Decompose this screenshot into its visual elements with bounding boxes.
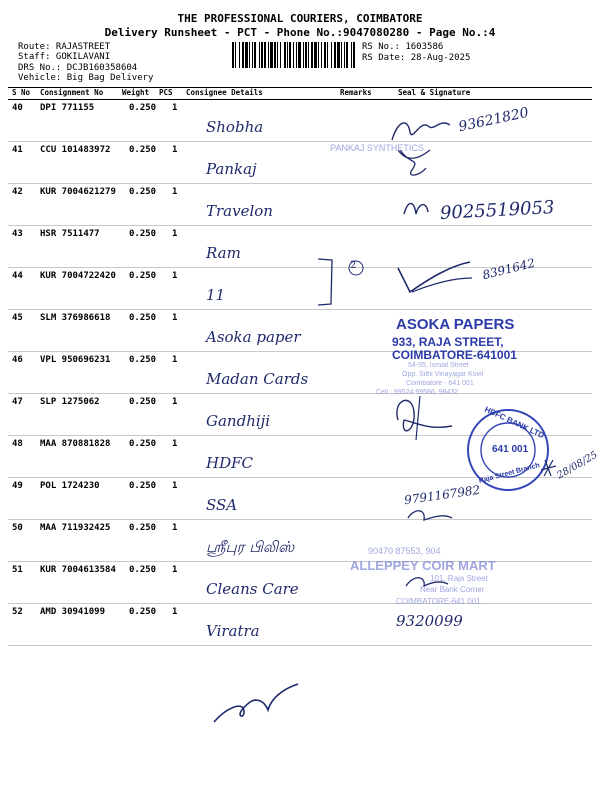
cell-pcs: 1 (172, 103, 178, 113)
asoka-stamp-line1: 933, RAJA STREET, (392, 335, 504, 349)
cell-consignment: MAA 870881828 (40, 439, 111, 449)
cell-pcs: 1 (172, 145, 178, 155)
cell-sno: 44 (12, 271, 23, 281)
asoka-stamp-name: ASOKA PAPERS (396, 316, 515, 333)
note-row44: 8391642 (481, 255, 537, 283)
note-row42: 9025519053 (439, 197, 556, 224)
cell-consignee: SSA (206, 496, 238, 514)
cell-weight: 0.250 (129, 355, 157, 365)
rs-number: RS No.: 1603586 (362, 42, 444, 52)
cell-sno: 42 (12, 187, 23, 197)
rs-date: RS Date: 28-Aug-2025 (362, 53, 471, 63)
cell-pcs: 1 (172, 439, 178, 449)
cell-pcs: 1 (172, 397, 178, 407)
cell-weight: 0.250 (129, 397, 157, 407)
cell-pcs: 1 (172, 187, 178, 197)
coir-stamp-small1: 101, Raja Street (430, 574, 488, 583)
cell-consignment: SLP 1275062 (40, 397, 100, 407)
page-title: THE PROFESSIONAL COURIERS, COIMBATORE (177, 12, 423, 25)
col-pcs: PCS (159, 88, 173, 97)
coir-stamp-name: ALLEPPEY COIR MART (350, 558, 496, 573)
col-consignment: Consignment No (40, 88, 104, 97)
cell-weight: 0.250 (129, 439, 157, 449)
cell-sno: 46 (12, 355, 23, 365)
cell-consignee: Cleans Care (206, 580, 299, 598)
page-subtitle: Delivery Runsheet - PCT - Phone No.:9047080280 - Page No.:4 (104, 26, 496, 39)
cell-pcs: 1 (172, 271, 178, 281)
cell-weight: 0.250 (129, 523, 157, 533)
cell-consignee: Madan Cards (206, 370, 309, 388)
asoka-stamp-small2: Opp. Sithi Vinayagar Kovil (402, 371, 484, 378)
cell-sno: 49 (12, 481, 23, 491)
cell-consignment: VPL 950696231 (40, 355, 111, 365)
cell-consignment: KUR 7004621279 (40, 187, 116, 197)
cell-consignee: HDFC (206, 454, 253, 472)
cell-consignment: AMD 30941099 (40, 607, 106, 617)
hdfc-stamp-ring: HDFC BANK LTD (483, 404, 546, 441)
cell-pcs: 1 (172, 229, 178, 239)
asoka-stamp-line2: COIMBATORE-641001 (392, 348, 517, 362)
vehicle-label: Vehicle: Big Bag Delivery (18, 73, 154, 83)
col-remarks: Remarks (340, 88, 372, 97)
cell-consignee: Viratra (206, 622, 260, 640)
cell-consignee: 11 (206, 286, 226, 304)
cell-pcs: 1 (172, 355, 178, 365)
cell-pcs: 1 (172, 523, 178, 533)
cell-consignee: Pankaj (206, 160, 257, 178)
cell-consignment: POL 1724230 (40, 481, 100, 491)
cell-pcs: 1 (172, 313, 178, 323)
cell-consignee: Gandhiji (206, 412, 271, 430)
asoka-stamp-small4: Cell : 99524 99586, 98432 (376, 389, 459, 396)
cell-consignment: DPI 771155 (40, 103, 95, 113)
cell-sno: 52 (12, 607, 23, 617)
cell-weight: 0.250 (129, 481, 157, 491)
note-row49: 9791167982 (403, 482, 481, 508)
cell-sno: 43 (12, 229, 23, 239)
asoka-stamp-small3: Coimbatore - 641 001 (406, 380, 474, 387)
pankaj-stamp: PANKAJ SYNTHETICS (330, 143, 424, 153)
cell-sno: 47 (12, 397, 23, 407)
note-row40: 93621820 (457, 104, 531, 136)
cell-pcs: 1 (172, 607, 178, 617)
cell-consignment: KUR 7004613584 (40, 565, 116, 575)
cell-sno: 51 (12, 565, 23, 575)
col-seal: Seal & Signature (398, 88, 471, 97)
cell-consignee: Travelon (206, 202, 273, 220)
cell-weight: 0.250 (129, 187, 157, 197)
cell-weight: 0.250 (129, 565, 157, 575)
hdfc-stamp-bottom: Raja Street Branch (478, 462, 541, 485)
cell-weight: 0.250 (129, 607, 157, 617)
hdfc-stamp-center: 641 001 (492, 444, 529, 455)
cell-consignment: CCU 101483972 (40, 145, 111, 155)
cell-sno: 48 (12, 439, 23, 449)
cell-consignee: ஸ்ரீபுர பிலிஸ் (206, 538, 295, 556)
cell-weight: 0.250 (129, 229, 157, 239)
note-date: 28/08/25 (555, 449, 600, 482)
cell-sno: 45 (12, 313, 23, 323)
col-sno: S No (12, 88, 31, 97)
cell-consignment: MAA 711932425 (40, 523, 111, 533)
cell-consignee: Asoka paper (206, 328, 301, 346)
col-weight: Weight (122, 88, 150, 97)
cell-consignment: SLM 376986618 (40, 313, 111, 323)
asoka-stamp-small1: 54-55, Ismail Street (408, 362, 469, 369)
cell-pcs: 1 (172, 565, 178, 575)
cell-sno: 41 (12, 145, 23, 155)
cell-sno: 40 (12, 103, 23, 113)
coir-stamp-phone: 90470 87553, 904 (368, 546, 441, 556)
cell-pcs: 1 (172, 481, 178, 491)
cell-sno: 50 (12, 523, 23, 533)
cell-weight: 0.250 (129, 103, 157, 113)
cell-weight: 0.250 (129, 145, 157, 155)
cell-consignee: Ram (206, 244, 241, 262)
route-label: Route: RAJASTREET (18, 42, 111, 52)
note-row52: 9320099 (396, 612, 463, 630)
cell-consignment: HSR 7511477 (40, 229, 100, 239)
drs-label: DRS No.: DCJB160358604 (18, 63, 138, 73)
cell-consignee: Shobha (206, 118, 264, 136)
staff-label: Staff: GOKILAVANI (18, 52, 111, 62)
cell-weight: 0.250 (129, 313, 157, 323)
col-consignee: Consignee Details (186, 88, 263, 97)
remarks-mark: 2 (350, 260, 357, 271)
cell-weight: 0.250 (129, 271, 157, 281)
cell-consignment: KUR 7004722420 (40, 271, 116, 281)
coir-stamp-small2: Near Bank Corner (420, 585, 485, 594)
coir-stamp-small3: COIMBATORE-641 001 (396, 597, 481, 606)
